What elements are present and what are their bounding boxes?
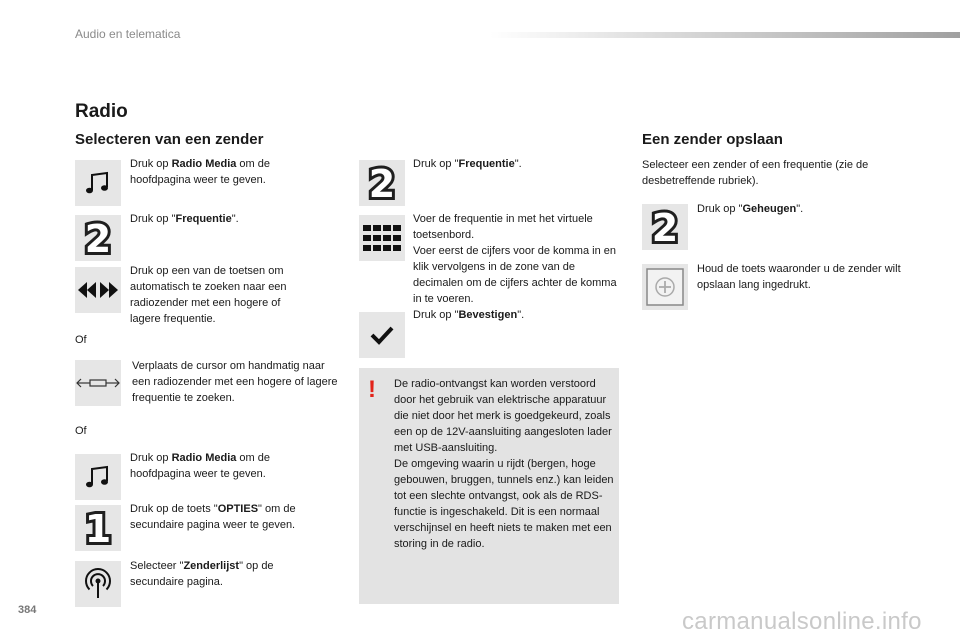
slider-cursor-icon (75, 360, 121, 406)
step-text-radio-media-2: Druk op Radio Media om de hoofdpagina weer te geven. (130, 452, 271, 480)
step-text-frequentie-middle: Druk op "Frequentie". (413, 158, 522, 170)
radio-antenna-icon (75, 561, 121, 607)
step-text-slider: Verplaats de cursor om handmatig naar een radiozender met een hogere of lagere frequentie te zoeken. (132, 360, 338, 404)
step-text-seek: Druk op een van de toetsen om automatisch te zoeken naar een radiozender met een hogere of lagere frequentie. (130, 265, 287, 325)
step-text-radio-media-1: Druk op Radio Media om de hoofdpagina weer te geven. (130, 158, 271, 186)
warning-text: De radio-ontvangst kan worden verstoord door het gebruik van elektrische apparatuur die niet door het merk is goedgekeurd, zoals een op de 12V-aansluiting aangesloten lader met USB-aansluiting. De omgeving waarin u rijdt (bergen, hoge gebouwen, bruggen, tunnels enz.) kan leiden tot een slechte ontvangst, ook als de RDS-functie is ingeschakeld. Dit is een normaal verschijnsel en heeft niets te maken met een storing in de radio. (394, 378, 614, 550)
svg-text:2: 2 (368, 162, 396, 205)
step-text-preset: Houd de toets waaronder u de zender wilt opslaan lang ingedrukt. (697, 263, 901, 291)
or-label-1: Of (75, 334, 87, 346)
or-label-2: Of (75, 425, 87, 437)
step-text-opties: Druk op de toets "OPTIES" om de secundaire pagina weer te geven. (130, 503, 296, 531)
watermark: carmanualsonline.info (682, 608, 922, 635)
header-title: Audio en telematica (75, 27, 181, 41)
music-note-icon (75, 454, 121, 500)
keypad-icon (359, 215, 405, 261)
left-heading: Selecteren van een zender (75, 131, 264, 148)
music-note-icon (75, 160, 121, 206)
svg-text:1: 1 (84, 507, 112, 550)
right-intro: Selecteer een zender of een frequentie (zie de desbetreffende rubriek). (642, 159, 869, 187)
header-divider (490, 32, 960, 38)
right-heading: Een zender opslaan (642, 131, 783, 148)
svg-text:2: 2 (651, 206, 679, 249)
step-text-geheugen: Druk op "Geheugen". (697, 203, 804, 215)
number-2-icon (359, 160, 405, 206)
seek-arrows-icon (75, 267, 121, 313)
number-2-icon (75, 215, 121, 261)
step-text-keypad: Voer de frequentie in met het virtuele toetsenbord. Voer eerst de cijfers voor de komma in en klik vervolgens in de zone van de decimalen om de cijfers achter de komma in te voeren. Druk op "Bevestigen". (413, 213, 617, 321)
step-text-zenderlijst: Selecteer "Zenderlijst" op de secundaire pagina. (130, 560, 274, 588)
page-number: 384 (18, 604, 37, 616)
step-text-frequentie-left: Druk op "Frequentie". (130, 213, 239, 225)
preset-plus-icon (642, 264, 688, 310)
number-2-icon (642, 204, 688, 250)
checkmark-icon (359, 312, 405, 358)
number-1-icon (75, 505, 121, 551)
warning-exclamation-icon: ! (368, 376, 376, 403)
section-title: Radio (75, 101, 128, 122)
svg-text:2: 2 (84, 217, 112, 260)
